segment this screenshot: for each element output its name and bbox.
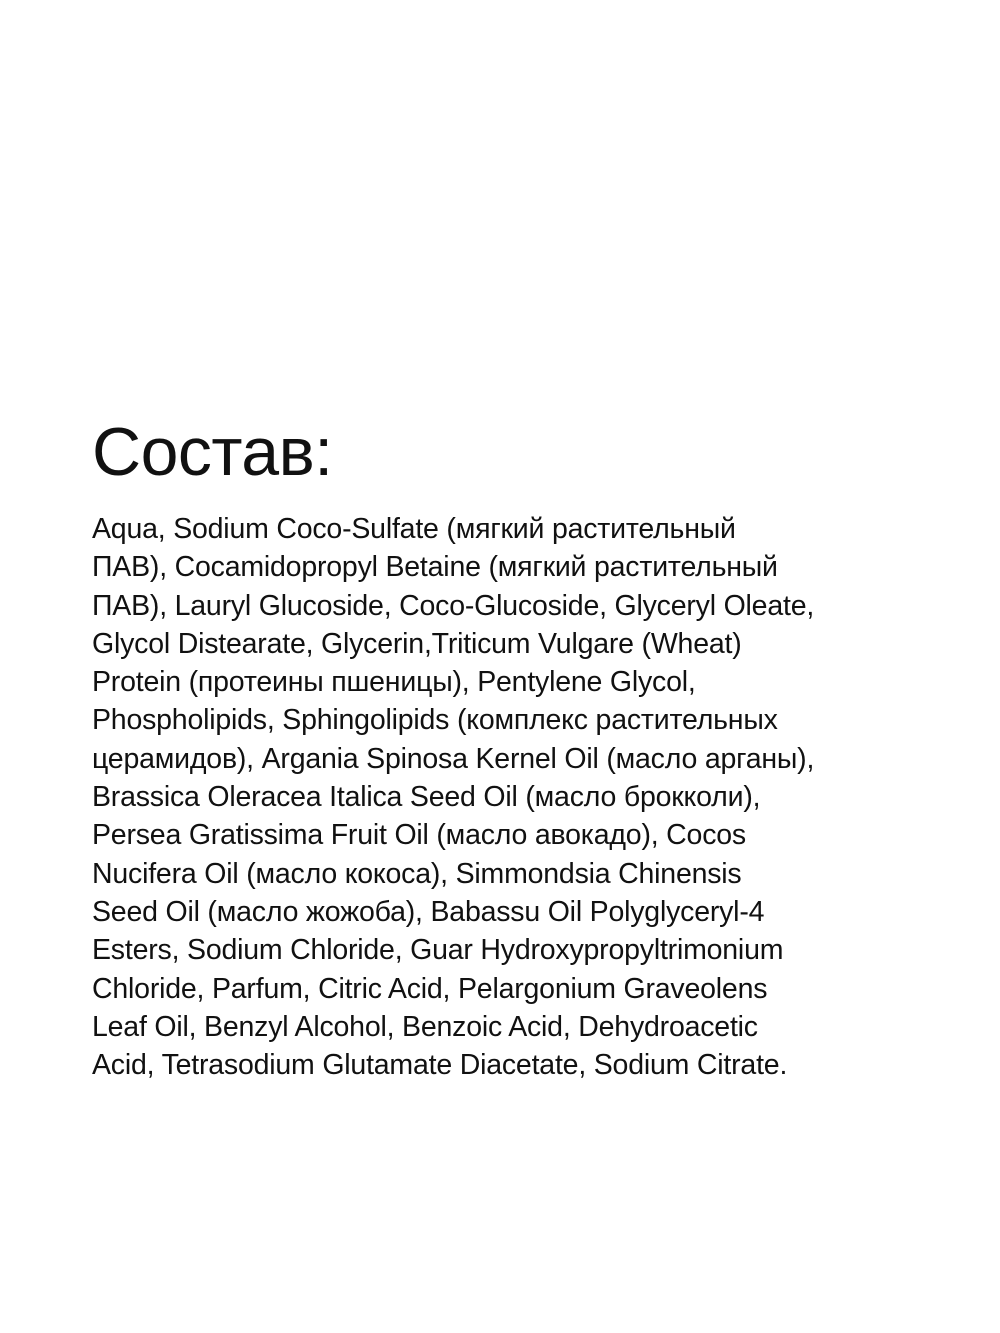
ingredients-line: Glycol Distearate, Glycerin,Triticum Vulgare (Wheat) bbox=[92, 627, 742, 660]
ingredients-line: Esters, Sodium Chloride, Guar Hydroxypropyltrimonium bbox=[92, 934, 784, 967]
ingredients-line: ПАВ), Lauryl Glucoside, Coco-Glucoside, Glyceryl Oleate, bbox=[92, 589, 815, 622]
ingredients-line: Nucifera Oil (масло кокоса), Simmondsia Chinensis bbox=[92, 857, 742, 890]
composition-section bbox=[92, 410, 922, 1084]
ingredients-line: ПАВ), Cocamidopropyl Betaine (мягкий растительный bbox=[92, 551, 778, 584]
ingredients-text bbox=[92, 510, 922, 1084]
ingredients-line: Seed Oil (масло жожоба), Babassu Oil Polyglyceryl-4 bbox=[92, 895, 765, 928]
ingredients-line: Brassica Oleracea Italica Seed Oil (масло брокколи), bbox=[92, 781, 761, 814]
ingredients-line: Persea Gratissima Fruit Oil (масло авокадо), Cocos bbox=[92, 819, 746, 852]
ingredients-line: церамидов), Argania Spinosa Kernel Oil (масло арганы), bbox=[92, 742, 815, 775]
ingredients-line: Acid, Tetrasodium Glutamate Diacetate, Sodium Citrate. bbox=[92, 1049, 788, 1082]
ingredients-line: Protein (протеины пшеницы), Pentylene Glycol, bbox=[92, 666, 696, 699]
composition-heading: Состав: bbox=[92, 414, 333, 490]
ingredients-line: Chloride, Parfum, Citric Acid, Pelargonium Graveolens bbox=[92, 972, 768, 1005]
ingredients-line: Leaf Oil, Benzyl Alcohol, Benzoic Acid, Dehydroacetic bbox=[92, 1010, 758, 1043]
ingredients-line: Aqua, Sodium Coco-Sulfate (мягкий растительный bbox=[92, 513, 736, 545]
ingredients-line: Phospholipids, Sphingolipids (комплекс растительных bbox=[92, 704, 778, 737]
